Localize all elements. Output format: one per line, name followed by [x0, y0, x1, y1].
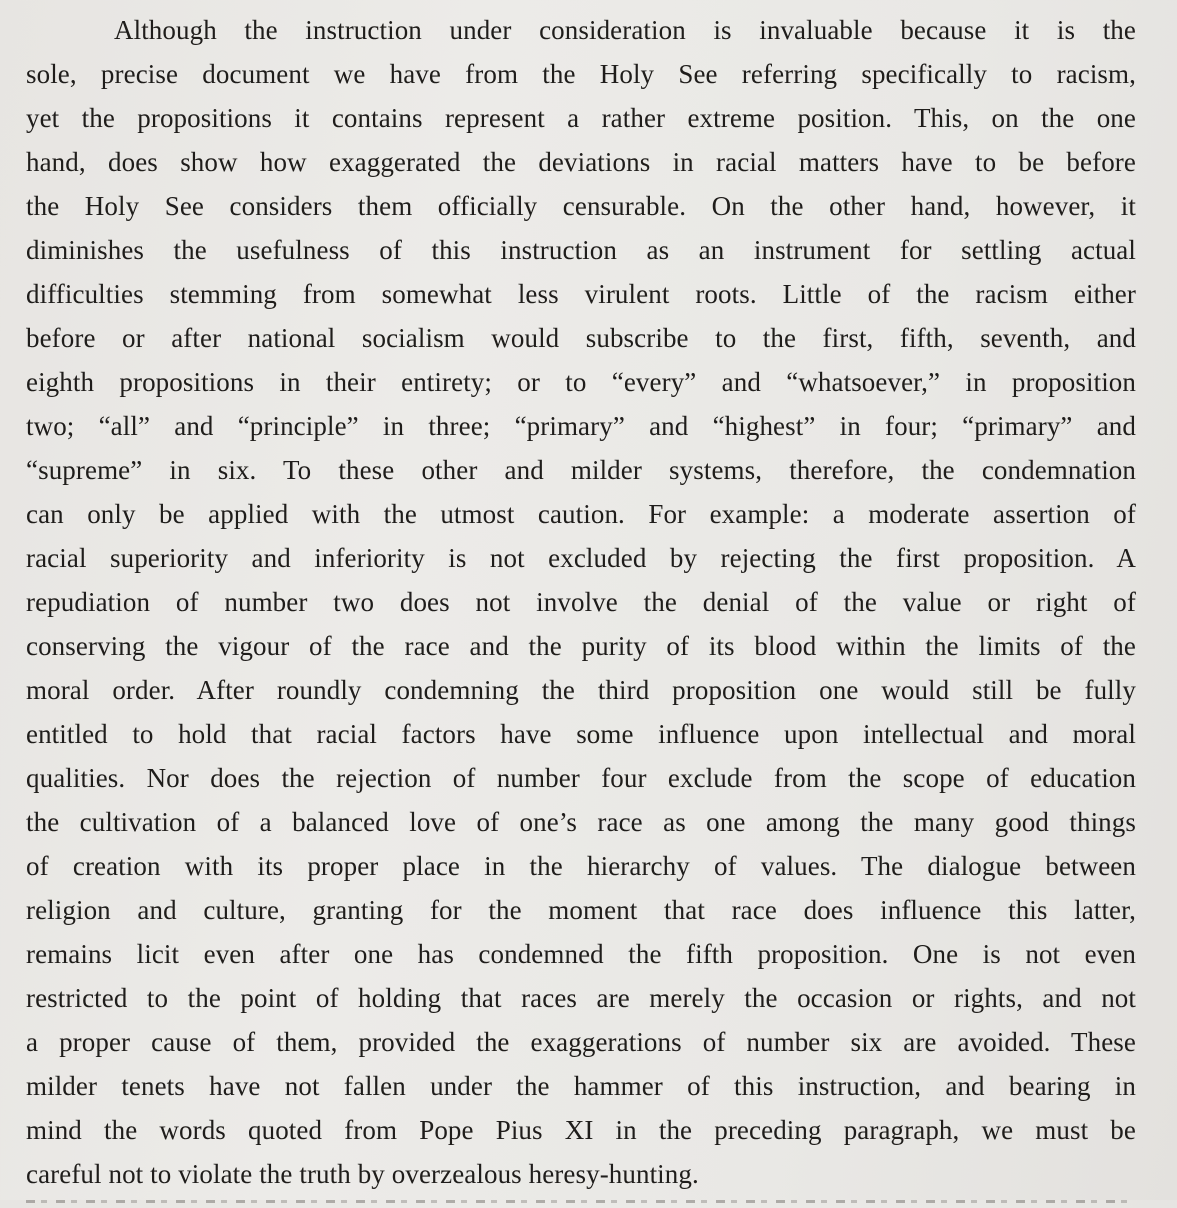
paragraph-line: eighth propositions in their entirety; or to “every” and “whatsoever,” in proposition — [26, 367, 1136, 397]
paragraph-line: diminishes the usefulness of this instruction as an instrument for settling actual — [26, 235, 1136, 265]
paragraph-line: restricted to the point of holding that races are merely the occasion or rights, and not — [26, 983, 1136, 1013]
paragraph-line: the cultivation of a balanced love of one’s race as one among the many good things — [26, 807, 1136, 837]
paragraph-line: before or after national socialism would subscribe to the first, fifth, seventh, and — [26, 323, 1136, 353]
paragraph-line: the Holy See considers them officially censurable. On the other hand, however, it — [26, 191, 1136, 221]
paragraph-line: milder tenets have not fallen under the hammer of this instruction, and bearing in — [26, 1071, 1136, 1101]
paragraph-line: moral order. After roundly condemning the third proposition one would still be fully — [26, 675, 1136, 705]
paragraph-line: a proper cause of them, provided the exaggerations of number six are avoided. These — [26, 1027, 1136, 1057]
paragraph-last-line: careful not to violate the truth by overzealous heresy-hunting. — [26, 1159, 699, 1189]
paragraph-line: “supreme” in six. To these other and milder systems, therefore, the condemnation — [26, 455, 1136, 485]
paragraph-line: difficulties stemming from somewhat less virulent roots. Little of the racism either — [26, 279, 1136, 309]
paragraph-line: yet the propositions it contains represent a rather extreme position. This, on the one — [26, 103, 1136, 133]
paragraph-line: can only be applied with the utmost caution. For example: a moderate assertion of — [26, 499, 1136, 529]
paragraph-line: repudiation of number two does not involve the denial of the value or right of — [26, 587, 1136, 617]
paragraph-line: sole, precise document we have from the Holy See referring specifically to racism, — [26, 59, 1136, 89]
paragraph-line: remains licit even after one has condemned the fifth proposition. One is not even — [26, 939, 1136, 969]
cut-off-text-fragment — [26, 1200, 1136, 1203]
paragraph-line: two; “all” and “principle” in three; “primary” and “highest” in four; “primary” and — [26, 411, 1136, 441]
paragraph-line: of creation with its proper place in the hierarchy of values. The dialogue between — [26, 851, 1136, 881]
paragraph-line: qualities. Nor does the rejection of number four exclude from the scope of education — [26, 763, 1136, 793]
paragraph-line: religion and culture, granting for the moment that race does influence this latter, — [26, 895, 1136, 925]
paragraph-line: racial superiority and inferiority is not excluded by rejecting the first proposition. A — [26, 543, 1136, 573]
book-page — [26, 8, 1136, 1200]
paragraph-line: Although the instruction under consideration is invaluable because it is the — [114, 15, 1136, 45]
paragraph-line: entitled to hold that racial factors have some influence upon intellectual and moral — [26, 719, 1136, 749]
paragraph-line: conserving the vigour of the race and the purity of its blood within the limits of the — [26, 631, 1136, 661]
paragraph-line: hand, does show how exaggerated the deviations in racial matters have to be before — [26, 147, 1136, 177]
paragraph-line: mind the words quoted from Pope Pius XI in the preceding paragraph, we must be — [26, 1115, 1136, 1145]
